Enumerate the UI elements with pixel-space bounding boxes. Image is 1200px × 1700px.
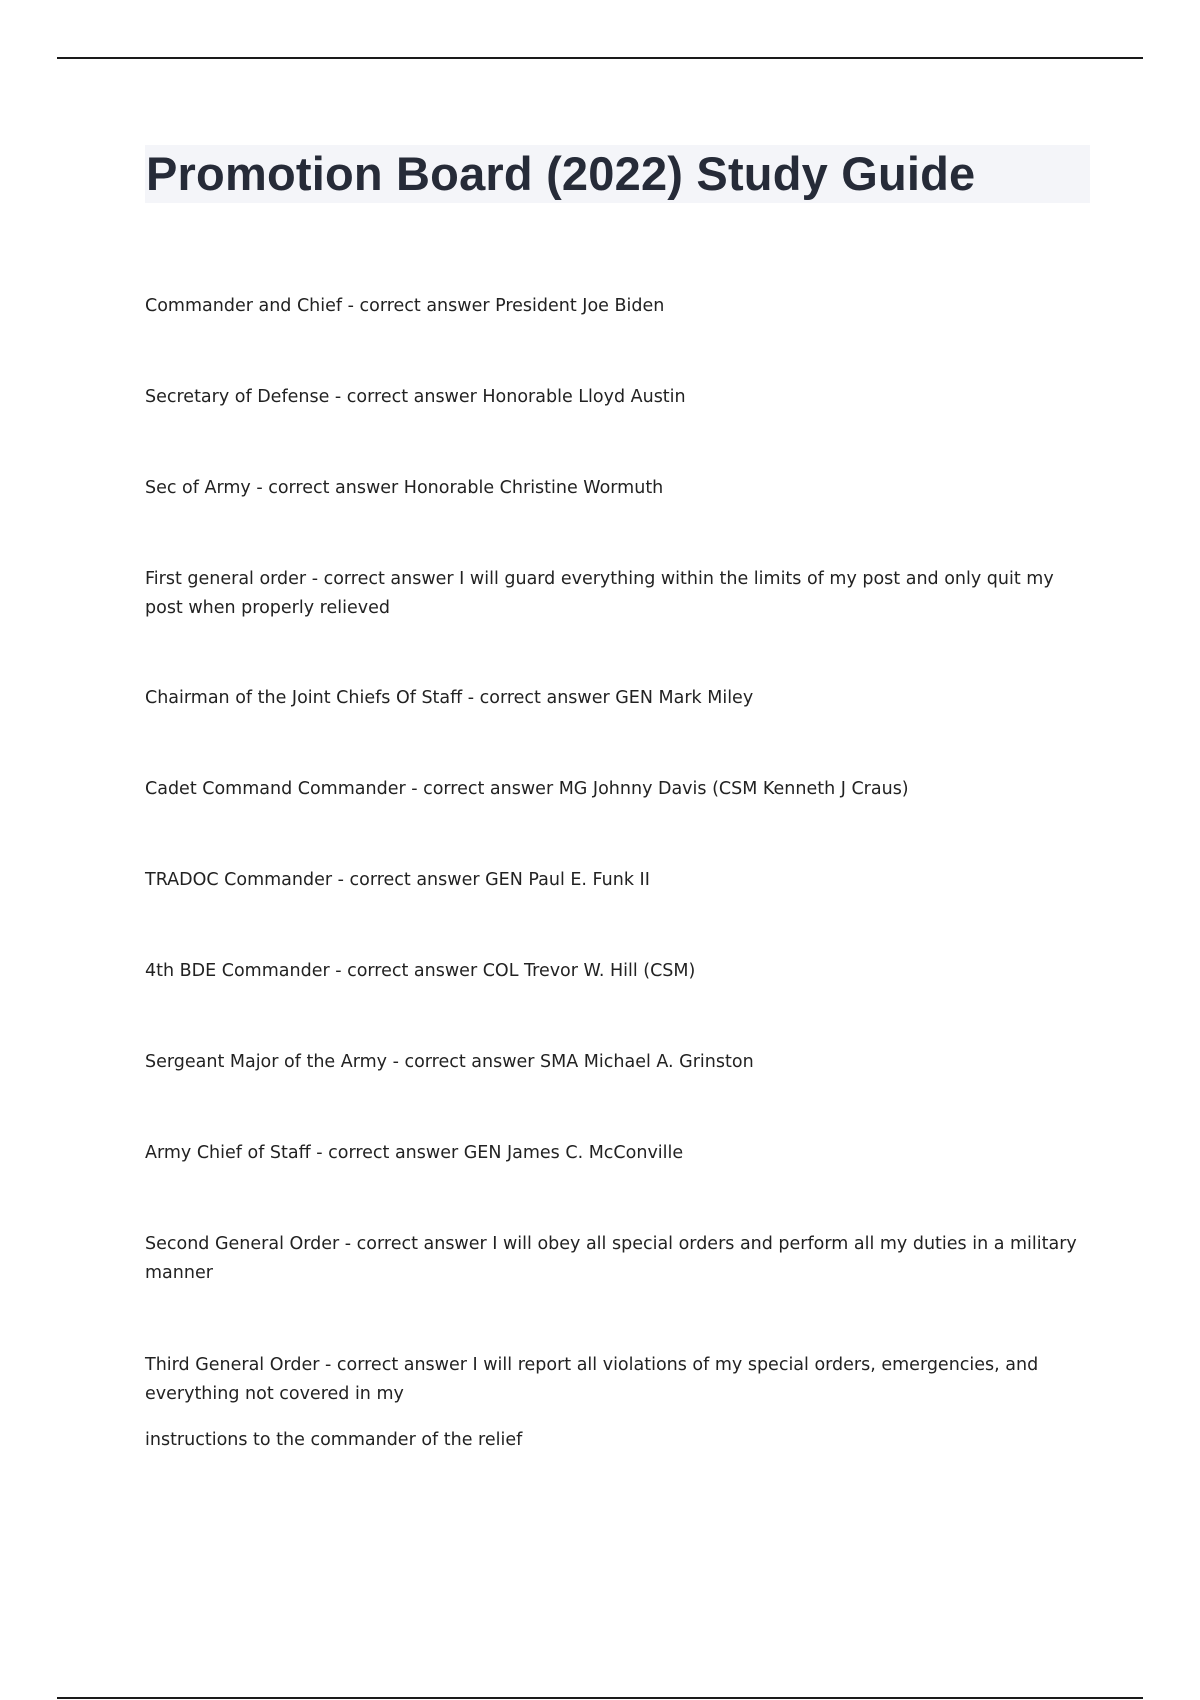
entry-chairman-joint-chiefs: Chairman of the Joint Chiefs Of Staff - correct answer GEN Mark Miley <box>145 688 754 708</box>
entry-secretary-of-defense: Secretary of Defense - correct answer Honorable Lloyd Austin <box>145 387 686 407</box>
entry-third-general-order-continuation: instructions to the commander of the relief <box>145 1430 523 1450</box>
entry-cadet-command-commander: Cadet Command Commander - correct answer MG Johnny Davis (CSM Kenneth J Craus) <box>145 779 909 799</box>
entry-commander-in-chief: Commander and Chief - correct answer President Joe Biden <box>145 296 665 316</box>
entry-4th-bde-commander: 4th BDE Commander - correct answer COL Trevor W. Hill (CSM) <box>145 961 696 981</box>
entry-army-chief-of-staff: Army Chief of Staff - correct answer GEN James C. McConville <box>145 1143 684 1163</box>
entry-third-general-order <box>145 1351 1095 1455</box>
entry-sergeant-major-of-army: Sergeant Major of the Army - correct answer SMA Michael A. Grinston <box>145 1052 754 1072</box>
entry-secretary-of-army: Sec of Army - correct answer Honorable Christine Wormuth <box>145 478 664 498</box>
top-rule <box>57 57 1143 59</box>
page-title: Promotion Board (2022) Study Guide <box>146 147 976 200</box>
entry-third-general-order-text: Third General Order - correct answer I will report all violations of my special orders, emergencies, and everything not covered in my <box>145 1355 1039 1404</box>
entry-first-general-order: First general order - correct answer I will guard everything within the limits of my post and only quit my post when properly relieved <box>145 569 1054 618</box>
bottom-rule <box>57 1697 1143 1699</box>
entry-second-general-order: Second General Order - correct answer I will obey all special orders and perform all my duties in a military manner <box>145 1234 1077 1283</box>
entry-tradoc-commander: TRADOC Commander - correct answer GEN Paul E. Funk II <box>145 870 650 890</box>
